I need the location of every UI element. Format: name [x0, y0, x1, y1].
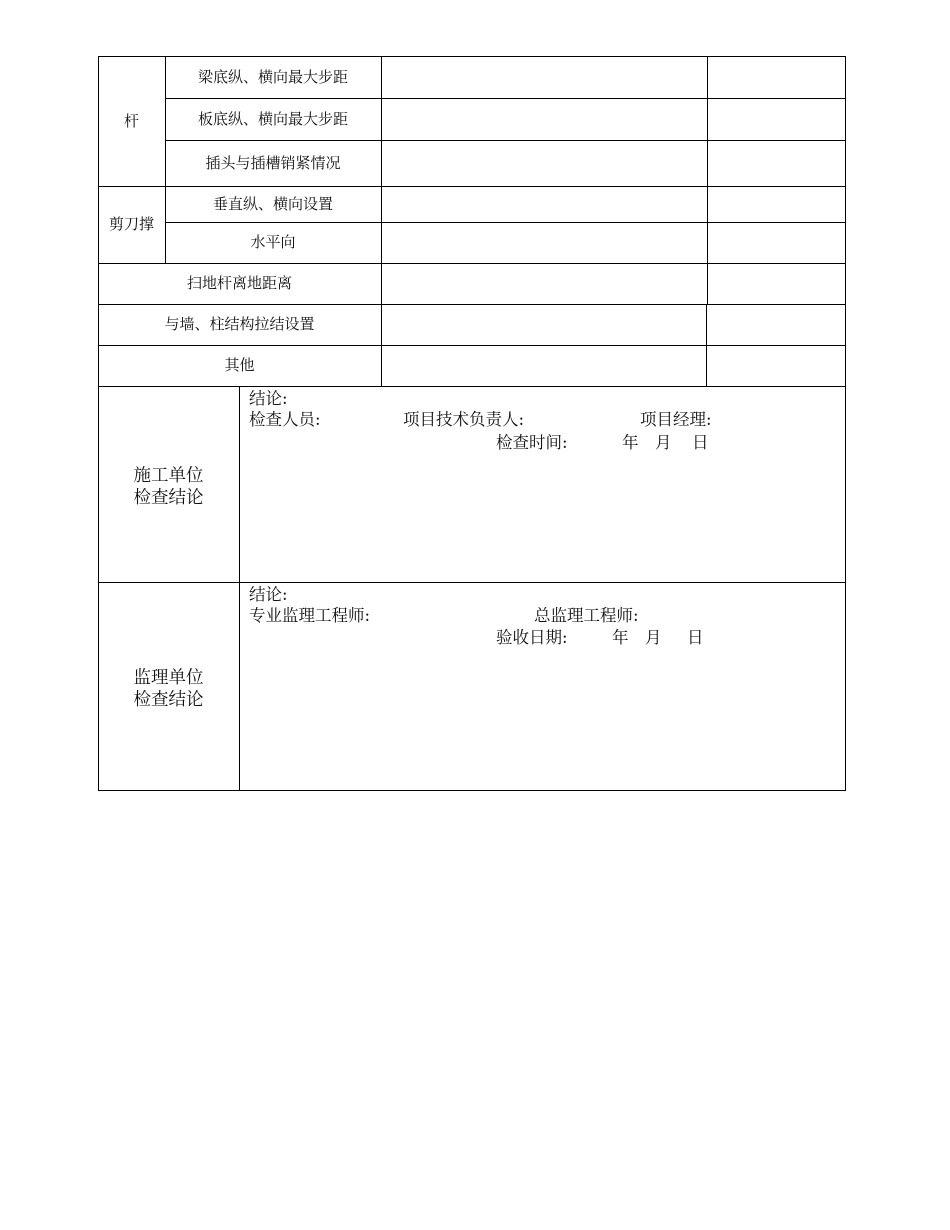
group-label-scissor-brace: 剪刀撑 [108, 215, 154, 233]
contractor-unit-label-line1: 施工单位 [133, 466, 204, 486]
supervising-engineer-label: 专业监理工程师: [249, 606, 371, 625]
column-divider [381, 56, 382, 387]
check-month-label: 月 [655, 433, 672, 452]
supervisor-unit-label-line1: 监理单位 [133, 668, 204, 688]
contractor-conclusion-label: 结论: [249, 389, 288, 408]
contractor-unit-label-line2: 检查结论 [133, 488, 204, 508]
supervisor-unit-label-line2: 检查结论 [133, 690, 204, 710]
table-bottom-border [98, 790, 846, 791]
acceptance-date-label: 验收日期: [496, 628, 568, 647]
wall-tie-label: 与墙、柱结构拉结设置 [164, 315, 315, 333]
chief-supervisor-label: 总监理工程师: [534, 606, 639, 625]
check-day-label: 日 [692, 433, 709, 452]
column-divider [239, 386, 240, 791]
table-right-border [845, 56, 846, 791]
column-divider [706, 304, 707, 387]
tech-lead-label: 项目技术负责人: [403, 410, 525, 429]
vertical-setting-label: 垂直纵、横向设置 [212, 194, 333, 213]
slab-step-label: 板底纵、横向最大步距 [197, 109, 348, 128]
horizontal-label: 水平向 [250, 233, 296, 251]
accept-year-label: 年 [612, 628, 629, 647]
column-divider [707, 56, 708, 305]
check-time-label: 检查时间: [496, 433, 568, 452]
accept-month-label: 月 [645, 628, 662, 647]
row-divider [98, 582, 846, 583]
beam-step-label: 梁底纵、横向最大步距 [197, 67, 348, 86]
inspector-label: 检查人员: [249, 410, 321, 429]
socket-lock-label: 插头与插槽销紧情况 [205, 153, 341, 172]
other-label: 其他 [224, 356, 255, 374]
row-divider [98, 386, 846, 387]
group-label-gan: 杆 [123, 111, 139, 130]
supervisor-unit-label [98, 667, 239, 711]
sweep-rod-label: 扫地杆离地距离 [186, 274, 292, 292]
accept-day-label: 日 [687, 628, 704, 647]
supervisor-conclusion-label: 结论: [249, 585, 288, 604]
project-manager-label: 项目经理: [640, 410, 712, 429]
contractor-unit-label [98, 465, 239, 509]
check-year-label: 年 [622, 433, 639, 452]
